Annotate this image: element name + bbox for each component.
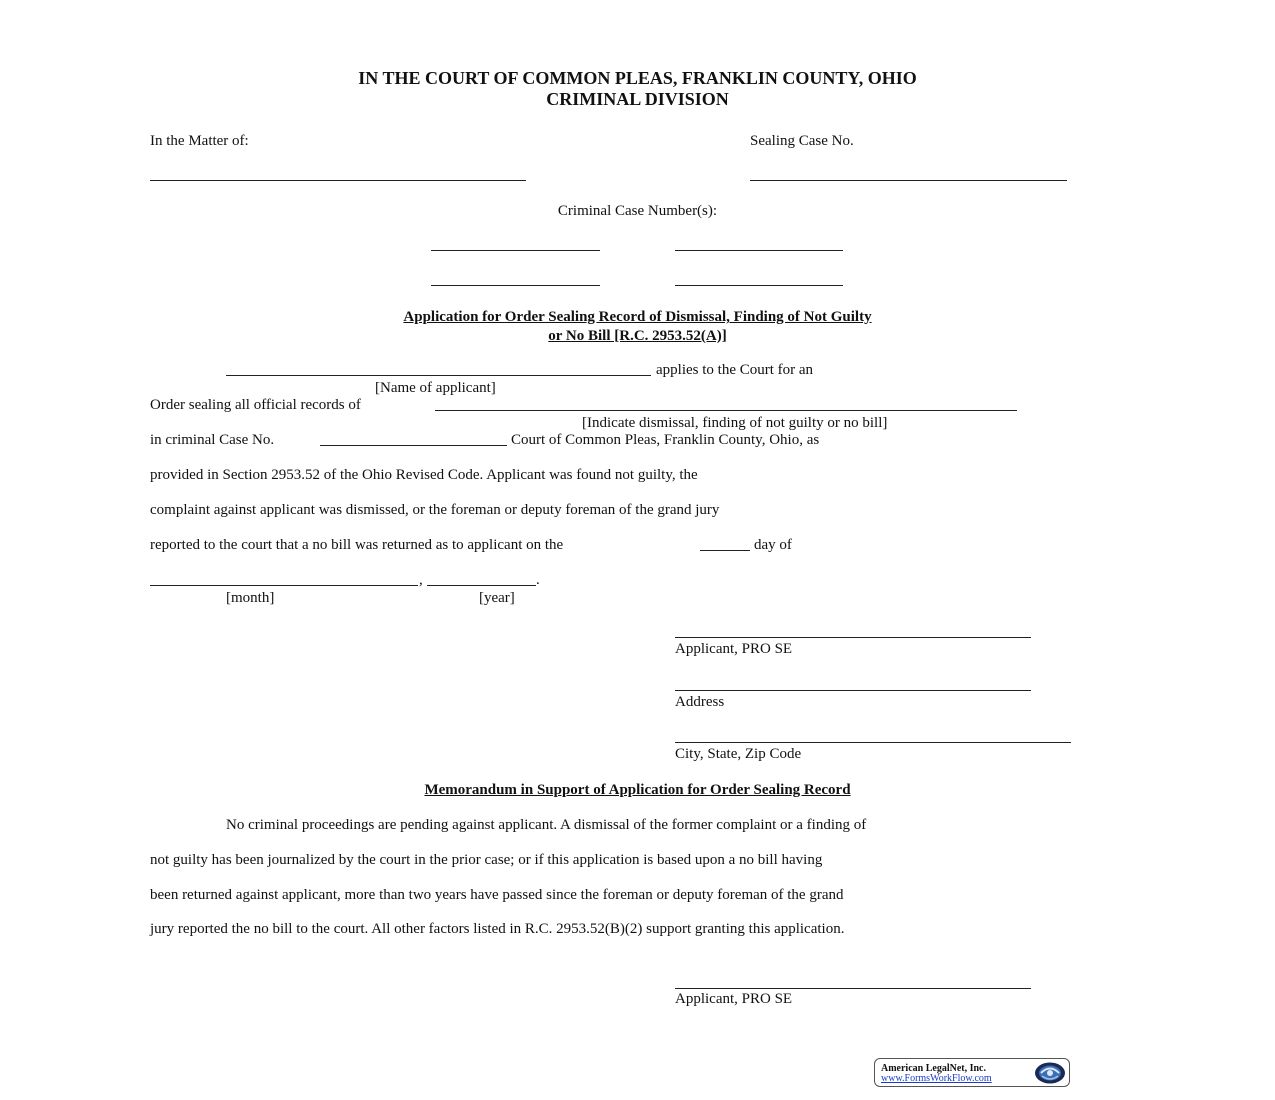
address-label: Address [675,694,725,710]
matter-name-line[interactable] [150,180,526,181]
case-no-post: Court of Common Pleas, Franklin County, Ohio, as [511,432,820,448]
criminal-case-line-2[interactable] [675,250,843,251]
body-line-6: reported to the court that a no bill was returned as to applicant on the [150,537,564,553]
criminal-case-line-4[interactable] [675,285,843,286]
city-line[interactable] [675,742,1071,743]
memo-signature-line[interactable] [675,988,1031,989]
body-line-5: complaint against applicant was dismissed, or the foreman or deputy foreman of the grand jury [150,502,720,518]
address-line[interactable] [675,690,1031,691]
applicant-signature-line[interactable] [675,637,1031,638]
memo-signature-label: Applicant, PRO SE [675,991,793,1007]
applicant-name-line[interactable] [226,375,651,376]
company-website-link[interactable]: www.FormsWorkFlow.com [881,1073,992,1084]
city-label: City, State, Zip Code [675,746,802,762]
criminal-case-label: Criminal Case Number(s): [557,203,718,219]
name-hint: [Name of applicant] [375,380,496,396]
criminal-case-line-3[interactable] [431,285,600,286]
memo-line-4: jury reported the no bill to the court. All other factors listed in R.C. 2953.52(B)(2) support granting this application. [150,921,845,937]
month-line[interactable] [150,585,418,586]
court-title: IN THE COURT OF COMMON PLEAS, FRANKLIN COUNTY, OHIO [358,68,917,88]
period: . [536,572,540,588]
year-line[interactable] [427,585,536,586]
sealing-case-line[interactable] [750,180,1067,181]
year-hint: [year] [479,590,515,606]
disposition-line[interactable] [435,410,1017,411]
case-no-line[interactable] [320,445,507,446]
legalnet-badge[interactable] [874,1058,1070,1087]
indicate-hint: [Indicate dismissal, finding of not guilty or no bill] [582,415,888,431]
division-title: CRIMINAL DIVISION [546,89,729,109]
matter-label: In the Matter of: [150,133,249,149]
sealing-case-label: Sealing Case No. [750,133,854,149]
memorandum-title: Memorandum in Support of Application for Order Sealing Record [424,782,851,798]
body-line-4: provided in Section 2953.52 of the Ohio Revised Code. Applicant was found not guilty, the [150,467,698,483]
application-title-line1: Application for Order Sealing Record of Dismissal, Finding of Not Guilty [403,309,872,325]
memo-line-3: been returned against applicant, more than two years have passed since the foreman or deputy foreman of the grand [150,887,844,903]
memo-line-2: not guilty has been journalized by the court in the prior case; or if this application is based upon a no bill having [150,852,823,868]
globe-icon [1033,1061,1067,1085]
day-of-text: day of [754,537,792,553]
applicant-signature-label: Applicant, PRO SE [675,641,793,657]
criminal-case-line-1[interactable] [431,250,600,251]
company-name: American LegalNet, Inc. [881,1063,986,1074]
order-text: Order sealing all official records of [150,397,361,413]
comma: , [419,572,423,588]
memo-line-1: No criminal proceedings are pending against applicant. A dismissal of the former complaint or a finding of [226,817,867,833]
month-hint: [month] [226,590,275,606]
day-line[interactable] [700,550,750,551]
application-title-line2: or No Bill [R.C. 2953.52(A)] [548,328,727,344]
case-no-pre: in criminal Case No. [150,432,275,448]
applies-text: applies to the Court for an [656,362,814,378]
